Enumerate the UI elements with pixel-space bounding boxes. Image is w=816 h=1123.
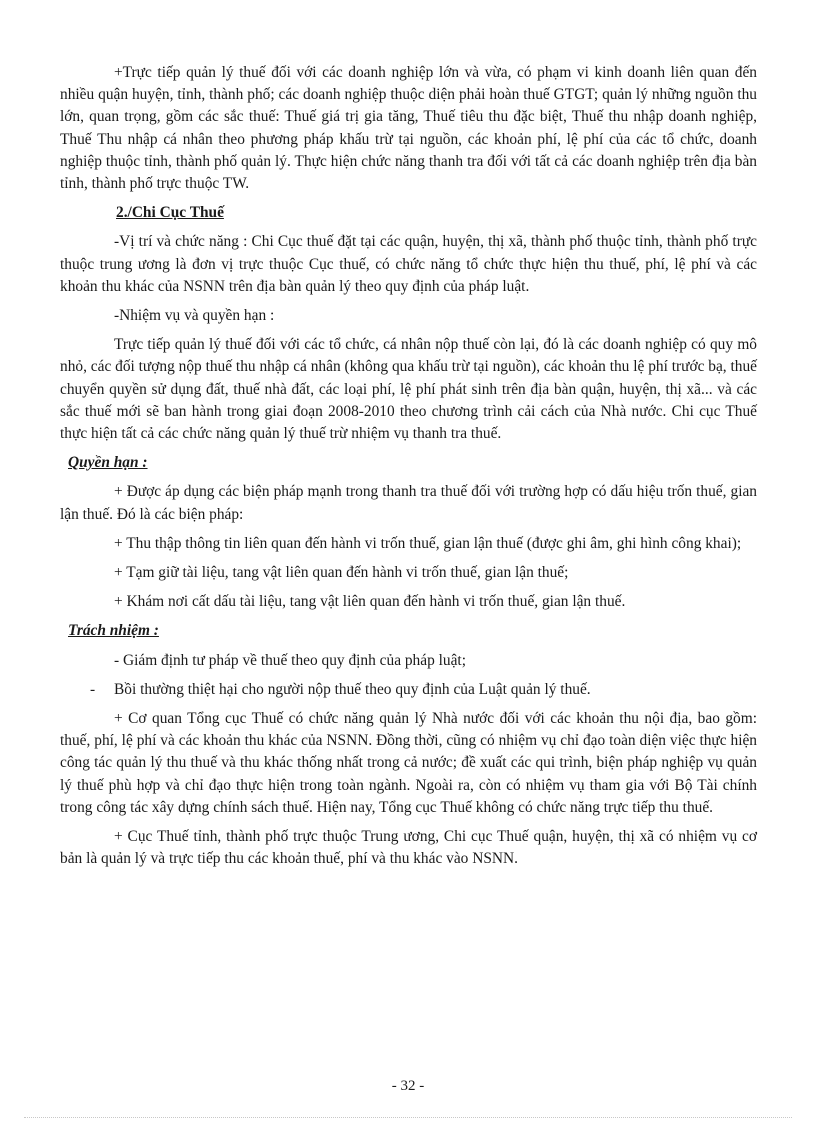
paragraph-direct-management: Trực tiếp quản lý thuế đối với các tổ chức, cá nhân nộp thuế còn lại, đó là các doanh nghiệp có quy mô nhỏ, các đối tượng nộp thuế thu nhập cá nhân (không qua khấu trừ tại nguồn), các khoản thu lệ phí trước bạ, thuế chuyển quyền sử dụng đất, thuế nhà đất, các loại phí, lệ phí phát sinh trên địa bàn quận, huyện, thị xã... và các sắc thuế mới sẽ ban hành trong giai đoạn 2008-2010 theo chương trình cải cách của Nhà nước. Chi cục Thuế thực hiện tất cả các chức năng quản lý thuế trừ nhiệm vụ thanh tra thuế. [60, 336, 757, 443]
list-item-compensation [60, 679, 757, 701]
paragraph-collect-information: + Thu thập thông tin liên quan đến hành vi trốn thuế, gian lận thuế (được ghi âm, ghi hình công khai); [114, 534, 742, 552]
paragraph-seize-documents: + Tạm giữ tài liệu, tang vật liên quan đến hành vi trốn thuế, gian lận thuế; [114, 564, 569, 582]
paragraph-cuc-thue-duties: +Trực tiếp quản lý thuế đối với các doanh nghiệp lớn và vừa, có phạm vi kinh doanh liên quan đến nhiều quận huyện, tỉnh, thành phố; các doanh nghiệp thuộc diện phải hoàn thuế GTGT; quản lý những nguồn thu lớn, quan trọng, gồm các sắc thuế: Thuế giá trị gia tăng, Thuế tiêu thu đặc biệt, Thuế thu nhập doanh nghiệp, Thuế Thu nhập cá nhân theo phương pháp khấu trừ tại nguồn, các khoản phí, lệ phí của các tổ chức, doanh nghiệp thuộc tỉnh, thành phố quản lý. Thực hiện chức năng thanh tra đối với tất cả các doanh nghiệp trên địa bàn tỉnh, thành phố trực thuộc TW. [60, 64, 757, 193]
paragraph-provincial-department: + Cục Thuế tỉnh, thành phố trực thuộc Trung ương, Chi cục Thuế quận, huyện, thị xã có nhiệm vụ cơ bản là quản lý và trực tiếp thu các khoản thuế, phí và thu khác vào NSNN. [60, 828, 757, 868]
page-number: - 32 - [391, 1078, 425, 1094]
dash-bullet: - [90, 680, 96, 698]
paragraph-search-premises: + Khám nơi cất dấu tài liệu, tang vật liên quan đến hành vi trốn thuế, gian lận thuế. [114, 593, 626, 611]
paragraph-strong-measures: + Được áp dụng các biện pháp mạnh trong thanh tra thuế đối với trường hợp có dấu hiệu trốn thuế, gian lận thuế. Đó là các biện pháp: [60, 483, 757, 523]
paragraph-compensation: Bồi thường thiệt hại cho người nộp thuế theo quy định của Luật quản lý thuế. [114, 680, 591, 698]
section-heading-chi-cuc-thue: 2./Chi Cục Thuế [116, 204, 224, 222]
document-page [60, 62, 757, 878]
section-heading-quyen-han: Quyền hạn : [68, 454, 148, 472]
paragraph-duties-powers-label: -Nhiệm vụ và quyền hạn : [114, 307, 275, 325]
section-heading-trach-nhiem: Trách nhiệm : [68, 622, 159, 640]
paragraph-general-department: + Cơ quan Tổng cục Thuế có chức năng quản lý Nhà nước đối với các khoản thu nội địa, bao gồm: thuế, phí, lệ phí và các khoản thu khác của NSNN. Đồng thời, cũng có nhiệm vụ chỉ đạo toàn diện việc thực hiện công tác quản lý thu thuế và thu khác thống nhất trong cả nước; đề xuất các qui trình, biện pháp nghiệp vụ quản lý thuế phù hợp và chỉ đạo thực hiện trong toàn ngành. Ngoài ra, còn có nhiệm vụ tham gia với Bộ Tài chính trong công tác xây dựng chính sách thuế. Hiện nay, Tổng cục Thuế không có chức năng trực tiếp thu thuế. [60, 710, 757, 816]
paragraph-judicial-assessment: - Giám định tư pháp về thuế theo quy định của pháp luật; [114, 651, 466, 669]
paragraph-position-function: -Vị trí và chức năng : Chi Cục thuế đặt tại các quận, huyện, thị xã, thành phố thuộc tỉnh, thành phố trực thuộc trung ương là đơn vị trực thuộc Cục thuế, có chức năng tổ chức thực hiện thu thuế, phí, lệ phí và các khoản thu khác của NSNN trên địa bàn quản lý theo quy định của pháp luật. [60, 233, 757, 295]
page-bottom-divider [24, 1117, 792, 1118]
